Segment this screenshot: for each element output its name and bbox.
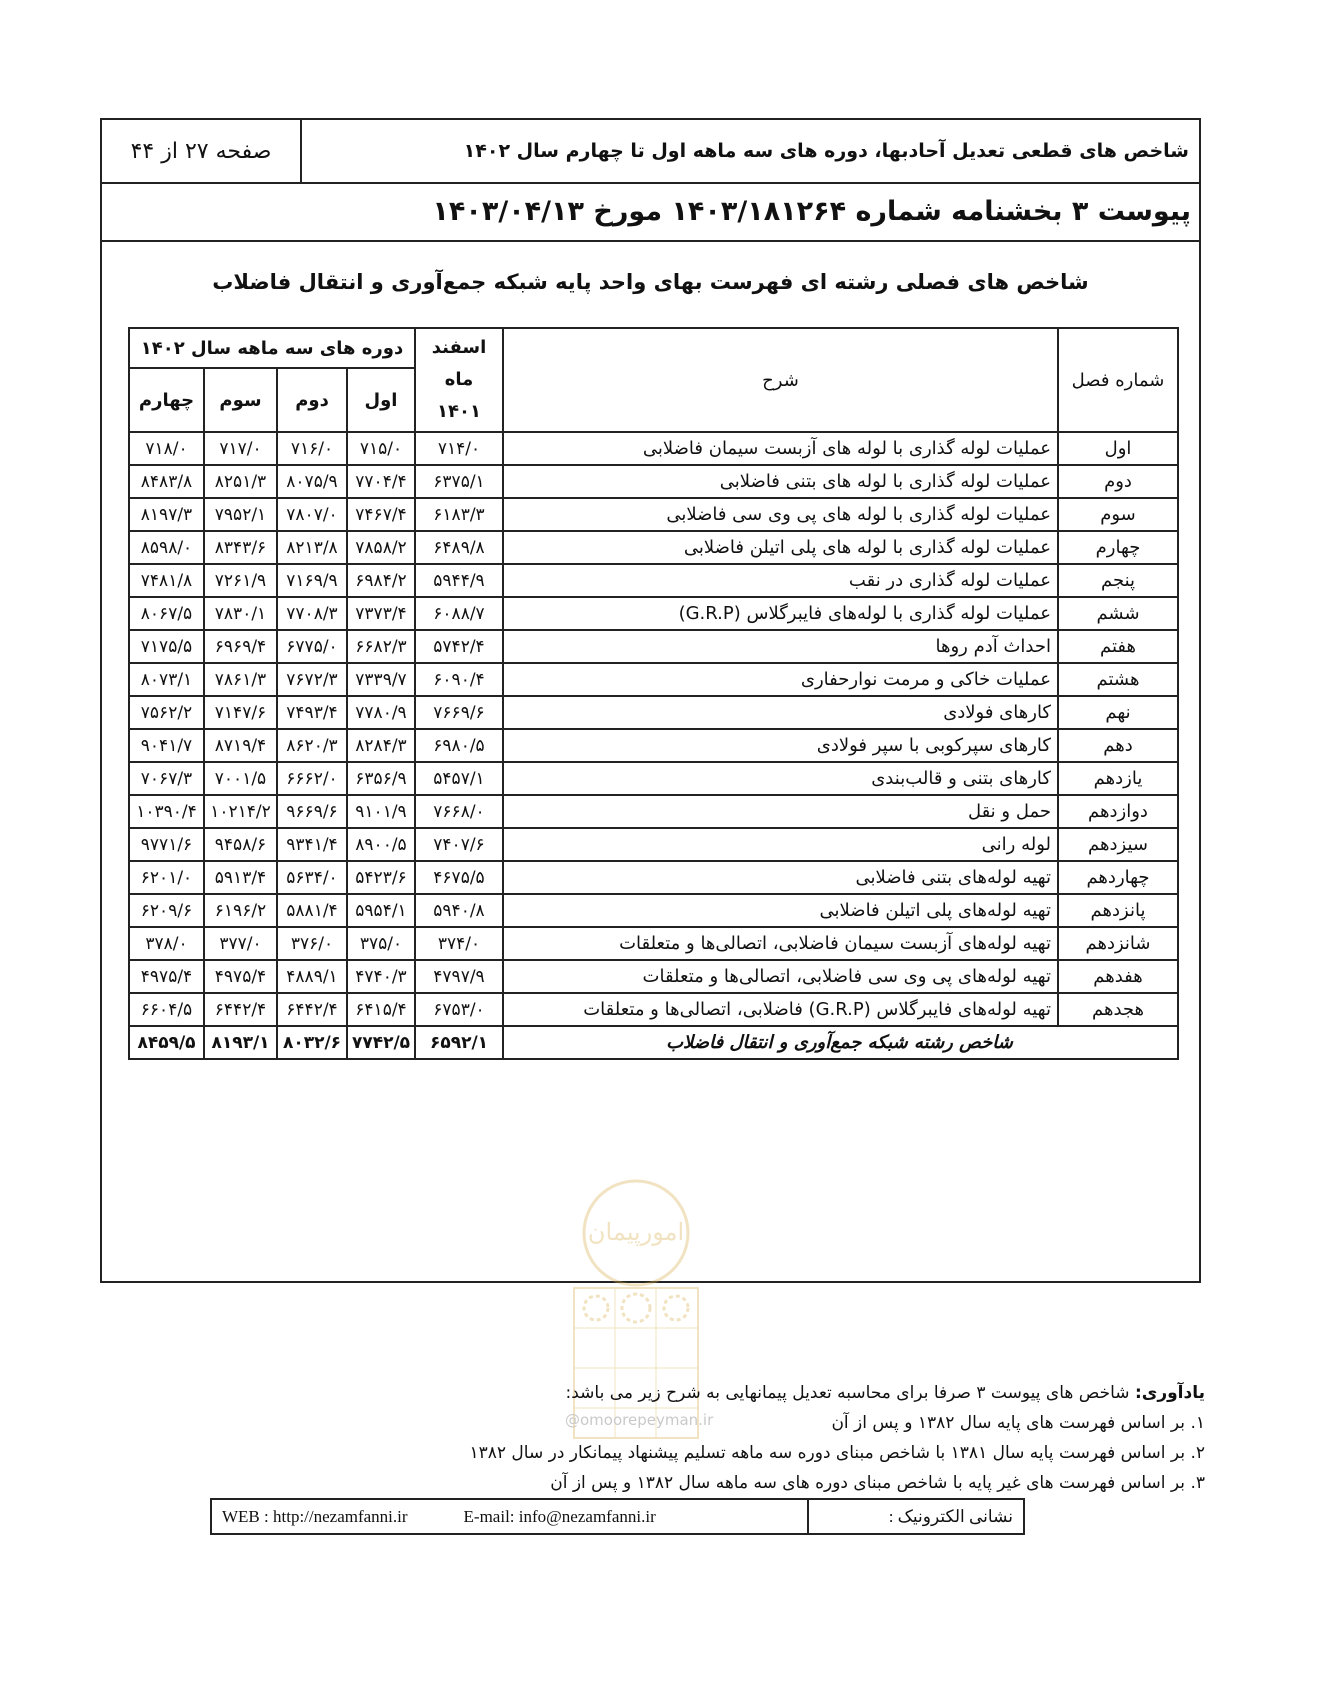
chapter-cell: شانزدهم (1058, 927, 1178, 960)
q2-cell: ۸۰۷۵/۹ (277, 465, 347, 498)
table-row (129, 762, 1178, 795)
base-cell: ۷۶۶۹/۶ (415, 696, 503, 729)
q2-cell: ۵۶۳۴/۰ (277, 861, 347, 894)
base-cell: ۶۹۸۰/۵ (415, 729, 503, 762)
base-cell: ۶۱۸۳/۳ (415, 498, 503, 531)
notes-label: یادآوری: (1134, 1383, 1205, 1403)
chapter-cell: اول (1058, 432, 1178, 465)
description-cell: عملیات لوله گذاری با لوله‌های فایبرگلاس (G.R.P) (503, 597, 1058, 630)
table-body (129, 432, 1178, 1026)
base-cell: ۶۰۸۸/۷ (415, 597, 503, 630)
table-row (129, 993, 1178, 1026)
col-q4-header: چهارم (129, 368, 204, 432)
q1-cell: ۵۹۵۴/۱ (347, 894, 415, 927)
base-cell: ۷۴۰۷/۶ (415, 828, 503, 861)
table-row (129, 729, 1178, 762)
q4-cell: ۸۰۷۳/۱ (129, 663, 204, 696)
q4-cell: ۷۱۷۵/۵ (129, 630, 204, 663)
q2-cell: ۷۱۶۹/۹ (277, 564, 347, 597)
description-cell: تهیه لوله‌های فایبرگلاس (G.R.P) فاضلابی، اتصالی‌ها و متعلقات (503, 993, 1058, 1026)
description-cell: کارهای بتنی و قالب‌بندی (503, 762, 1058, 795)
description-cell: عملیات لوله گذاری با لوله های بتنی فاضلابی (503, 465, 1058, 498)
col-chapter-header: شماره فصل (1058, 328, 1178, 432)
chapter-cell: سوم (1058, 498, 1178, 531)
notes-intro: شاخص های پیوست ۳ صرفا برای محاسبه تعدیل پیمانهایی به شرح زیر می باشد: (565, 1383, 1130, 1403)
q1-cell: ۷۳۳۹/۷ (347, 663, 415, 696)
header-row (102, 120, 1199, 184)
chapter-cell: هشتم (1058, 663, 1178, 696)
description-cell: حمل و نقل (503, 795, 1058, 828)
q4-cell: ۶۲۰۹/۶ (129, 894, 204, 927)
description-cell: عملیات لوله گذاری با لوله های پی وی سی فاضلابی (503, 498, 1058, 531)
chapter-cell: سیزدهم (1058, 828, 1178, 861)
table-row (129, 894, 1178, 927)
chapter-cell: دوم (1058, 465, 1178, 498)
table-row (129, 663, 1178, 696)
q2-cell: ۷۶۷۲/۳ (277, 663, 347, 696)
description-cell: لوله رانی (503, 828, 1058, 861)
total-base: ۶۵۹۲/۱ (415, 1026, 503, 1059)
chapter-cell: نهم (1058, 696, 1178, 729)
q3-cell: ۹۴۵۸/۶ (204, 828, 277, 861)
q1-cell: ۶۹۸۴/۲ (347, 564, 415, 597)
notes-intro-line (205, 1378, 1205, 1408)
q3-cell: ۶۴۴۲/۴ (204, 993, 277, 1026)
q3-cell: ۷۸۶۱/۳ (204, 663, 277, 696)
q4-cell: ۷۵۶۲/۲ (129, 696, 204, 729)
table-row (129, 498, 1178, 531)
table-row (129, 465, 1178, 498)
q3-cell: ۱۰۲۱۴/۲ (204, 795, 277, 828)
col-q1-header: اول (347, 368, 415, 432)
table-row (129, 927, 1178, 960)
base-cell: ۶۰۹۰/۴ (415, 663, 503, 696)
chapter-cell: هجدهم (1058, 993, 1178, 1026)
q1-cell: ۶۴۱۵/۴ (347, 993, 415, 1026)
table-row (129, 630, 1178, 663)
index-table (128, 327, 1179, 1060)
q1-cell: ۷۷۰۴/۴ (347, 465, 415, 498)
table-row (129, 696, 1178, 729)
chapter-cell: یازدهم (1058, 762, 1178, 795)
q4-cell: ۷۰۶۷/۳ (129, 762, 204, 795)
footer-label: نشانی الکترونیک : (807, 1500, 1023, 1533)
q4-cell: ۶۲۰۱/۰ (129, 861, 204, 894)
col-base-header: اسفند ماه ۱۴۰۱ (415, 328, 503, 432)
q4-cell: ۸۱۹۷/۳ (129, 498, 204, 531)
table-row (129, 564, 1178, 597)
base-cell: ۵۹۴۴/۹ (415, 564, 503, 597)
q2-cell: ۹۶۶۹/۶ (277, 795, 347, 828)
q3-cell: ۸۲۵۱/۳ (204, 465, 277, 498)
q4-cell: ۸۴۸۳/۸ (129, 465, 204, 498)
description-cell: تهیه لوله‌های پلی اتیلن فاضلابی (503, 894, 1058, 927)
total-label: شاخص رشته شبکه جمع‌آوری و انتقال فاضلاب (503, 1026, 1178, 1059)
description-cell: عملیات لوله گذاری با لوله های آزبست سیمان فاضلابی (503, 432, 1058, 465)
col-q2-header: دوم (277, 368, 347, 432)
table-row (129, 531, 1178, 564)
chapter-cell: چهارم (1058, 531, 1178, 564)
chapter-cell: ششم (1058, 597, 1178, 630)
q2-cell: ۷۸۰۷/۰ (277, 498, 347, 531)
q1-cell: ۷۸۵۸/۲ (347, 531, 415, 564)
base-cell: ۵۷۴۲/۴ (415, 630, 503, 663)
q3-cell: ۷۰۰۱/۵ (204, 762, 277, 795)
total-q4: ۸۴۵۹/۵ (129, 1026, 204, 1059)
col-description-header: شرح (503, 328, 1058, 432)
base-cell: ۵۹۴۰/۸ (415, 894, 503, 927)
document-title: شاخص های قطعی تعدیل آحادبها، دوره های سه ماهه اول تا چهارم سال ۱۴۰۲ (463, 140, 1189, 162)
q1-cell: ۴۷۴۰/۳ (347, 960, 415, 993)
q3-cell: ۵۹۱۳/۴ (204, 861, 277, 894)
q4-cell: ۱۰۳۹۰/۴ (129, 795, 204, 828)
q2-cell: ۷۱۶/۰ (277, 432, 347, 465)
description-cell: احداث آدم روها (503, 630, 1058, 663)
svg-text:امورپیمان: امورپیمان (587, 1218, 685, 1246)
q2-cell: ۷۴۹۳/۴ (277, 696, 347, 729)
note-item: ۳. بر اساس فهرست های غیر پایه با شاخص مبنای دوره های سه ماهه سال ۱۳۸۲ و پس از آن (550, 1473, 1205, 1493)
q3-cell: ۷۸۳۰/۱ (204, 597, 277, 630)
q3-cell: ۶۹۶۹/۴ (204, 630, 277, 663)
description-cell: تهیه لوله‌های آزبست سیمان فاضلابی، اتصالی‌ها و متعلقات (503, 927, 1058, 960)
description-cell: عملیات خاکی و مرمت نوارحفاری (503, 663, 1058, 696)
col-q3-header: سوم (204, 368, 277, 432)
base-cell: ۵۴۵۷/۱ (415, 762, 503, 795)
description-cell: عملیات لوله گذاری در نقب (503, 564, 1058, 597)
chapter-cell: چهاردهم (1058, 861, 1178, 894)
table-row (129, 828, 1178, 861)
q4-cell: ۷۴۸۱/۸ (129, 564, 204, 597)
q3-cell: ۸۷۱۹/۴ (204, 729, 277, 762)
q4-cell: ۷۱۸/۰ (129, 432, 204, 465)
q3-cell: ۷۱۴۷/۶ (204, 696, 277, 729)
description-cell: کارهای فولادی (503, 696, 1058, 729)
q1-cell: ۷۳۷۳/۴ (347, 597, 415, 630)
q3-cell: ۶۱۹۶/۲ (204, 894, 277, 927)
q1-cell: ۸۹۰۰/۵ (347, 828, 415, 861)
base-cell: ۷۱۴/۰ (415, 432, 503, 465)
quarters-group-header: دوره های سه ماهه سال ۱۴۰۲ (129, 328, 415, 368)
chapter-cell: پنجم (1058, 564, 1178, 597)
q4-cell: ۴۹۷۵/۴ (129, 960, 204, 993)
q4-cell: ۹۰۴۱/۷ (129, 729, 204, 762)
base-cell: ۷۶۶۸/۰ (415, 795, 503, 828)
chapter-cell: پانزدهم (1058, 894, 1178, 927)
document-subtitle: پیوست ۳ بخشنامه شماره ۱۴۰۳/۱۸۱۲۶۴ مورخ ۱۴۰۳/۰۴/۱۳ (102, 182, 1199, 242)
base-cell: ۶۴۸۹/۸ (415, 531, 503, 564)
q1-cell: ۷۷۸۰/۹ (347, 696, 415, 729)
table-row (129, 432, 1178, 465)
base-cell: ۳۷۴/۰ (415, 927, 503, 960)
q2-cell: ۶۶۶۲/۰ (277, 762, 347, 795)
q2-cell: ۳۷۶/۰ (277, 927, 347, 960)
description-cell: تهیه لوله‌های پی وی سی فاضلابی، اتصالی‌ها و متعلقات (503, 960, 1058, 993)
q1-cell: ۹۱۰۱/۹ (347, 795, 415, 828)
q2-cell: ۸۲۱۳/۸ (277, 531, 347, 564)
total-row (129, 1026, 1178, 1059)
notes (205, 1378, 1205, 1498)
q1-cell: ۳۷۵/۰ (347, 927, 415, 960)
section-title: شاخص های فصلی رشته ای فهرست بهای واحد پایه شبکه جمع‌آوری و انتقال فاضلاب (212, 270, 1089, 294)
q1-cell: ۸۲۸۴/۳ (347, 729, 415, 762)
base-cell: ۶۷۵۳/۰ (415, 993, 503, 1026)
chapter-cell: هفتم (1058, 630, 1178, 663)
chapter-cell: دهم (1058, 729, 1178, 762)
q1-cell: ۵۴۲۳/۶ (347, 861, 415, 894)
table-row (129, 960, 1178, 993)
total-q3: ۸۱۹۳/۱ (204, 1026, 277, 1059)
q4-cell: ۶۶۰۴/۵ (129, 993, 204, 1026)
q4-cell: ۳۷۸/۰ (129, 927, 204, 960)
q3-cell: ۸۳۴۳/۶ (204, 531, 277, 564)
q1-cell: ۶۳۵۶/۹ (347, 762, 415, 795)
q3-cell: ۴۹۷۵/۴ (204, 960, 277, 993)
q3-cell: ۷۲۶۱/۹ (204, 564, 277, 597)
table-row (129, 597, 1178, 630)
q2-cell: ۶۷۷۵/۰ (277, 630, 347, 663)
description-cell: عملیات لوله گذاری با لوله های پلی اتیلن فاضلابی (503, 531, 1058, 564)
footer-contact-box (210, 1498, 1025, 1535)
base-cell: ۶۳۷۵/۱ (415, 465, 503, 498)
document-frame (100, 118, 1201, 1283)
q2-cell: ۹۳۴۱/۴ (277, 828, 347, 861)
description-cell: کارهای سپرکوبی با سپر فولادی (503, 729, 1058, 762)
q2-cell: ۸۶۲۰/۳ (277, 729, 347, 762)
footer-links (212, 1500, 807, 1533)
chapter-cell: هفدهم (1058, 960, 1178, 993)
table-row (129, 861, 1178, 894)
q2-cell: ۷۷۰۸/۳ (277, 597, 347, 630)
q3-cell: ۳۷۷/۰ (204, 927, 277, 960)
page-number: صفحه ۲۷ از ۴۴ (102, 120, 302, 182)
total-q2: ۸۰۳۲/۶ (277, 1026, 347, 1059)
base-cell: ۴۷۹۷/۹ (415, 960, 503, 993)
total-q1: ۷۷۴۲/۵ (347, 1026, 415, 1059)
q2-cell: ۴۸۸۹/۱ (277, 960, 347, 993)
description-cell: تهیه لوله‌های بتنی فاضلابی (503, 861, 1058, 894)
q4-cell: ۸۵۹۸/۰ (129, 531, 204, 564)
q2-cell: ۵۸۸۱/۴ (277, 894, 347, 927)
note-item: ۲. بر اساس فهرست پایه سال ۱۳۸۱ با شاخص مبنای دوره سه ماهه تسلیم پیشنهاد پیمانکار در سال ۱۳۸۲ (469, 1443, 1205, 1463)
note-item: ۱. بر اساس فهرست های پایه سال ۱۳۸۲ و پس از آن (831, 1413, 1205, 1433)
q4-cell: ۸۰۶۷/۵ (129, 597, 204, 630)
q1-cell: ۶۶۸۲/۳ (347, 630, 415, 663)
q2-cell: ۶۴۴۲/۴ (277, 993, 347, 1026)
q1-cell: ۷۱۵/۰ (347, 432, 415, 465)
q3-cell: ۷۱۷/۰ (204, 432, 277, 465)
base-cell: ۴۶۷۵/۵ (415, 861, 503, 894)
chapter-cell: دوازدهم (1058, 795, 1178, 828)
q4-cell: ۹۷۷۱/۶ (129, 828, 204, 861)
footer-web-link[interactable]: WEB : http://nezamfanni.ir (222, 1506, 408, 1526)
q1-cell: ۷۴۶۷/۴ (347, 498, 415, 531)
table-row (129, 795, 1178, 828)
q3-cell: ۷۹۵۲/۱ (204, 498, 277, 531)
footer-email-link[interactable]: E-mail: info@nezamfanni.ir (463, 1506, 656, 1526)
watermark-site: @omoorepeyman.ir (565, 1411, 714, 1429)
